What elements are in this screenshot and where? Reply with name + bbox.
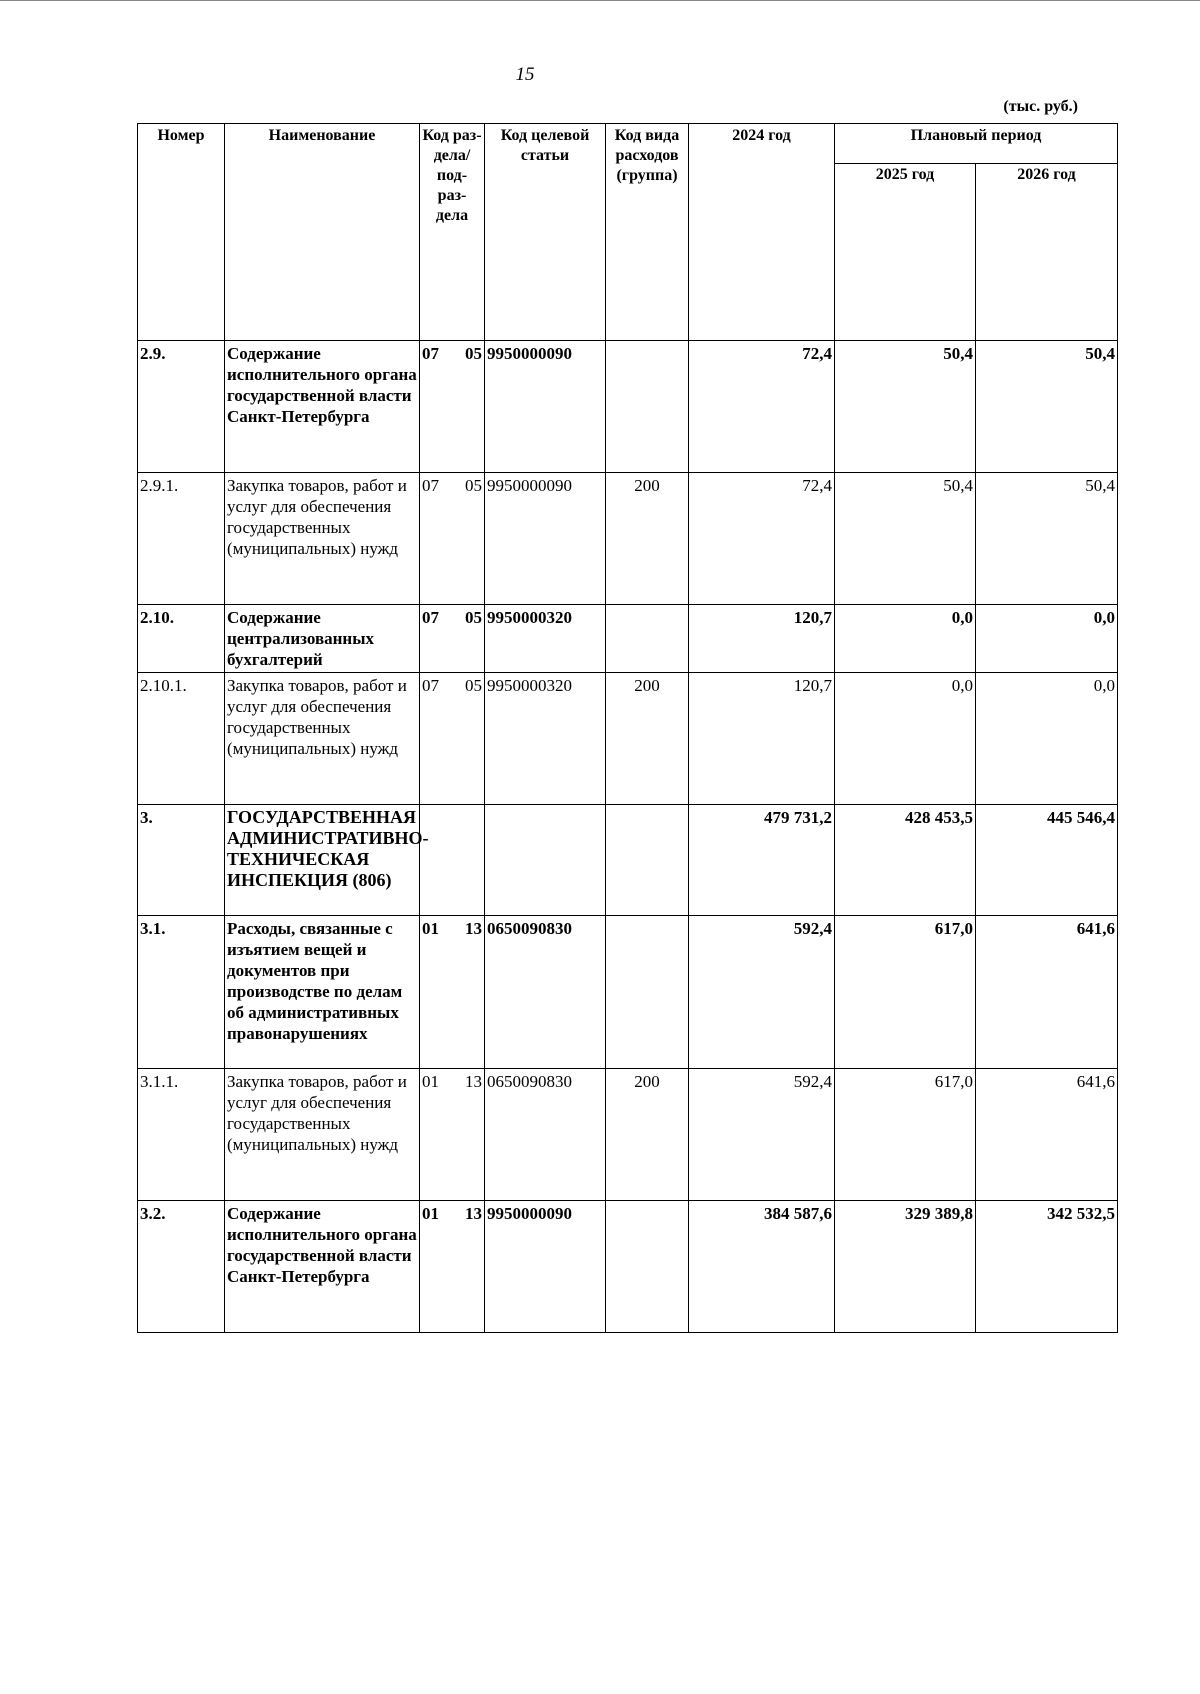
- row-section: 07: [422, 676, 439, 695]
- row-2026: 0,0: [976, 605, 1118, 673]
- row-number: 3.2.: [138, 1201, 225, 1333]
- row-number: 2.10.: [138, 605, 225, 673]
- row-target-code: 9950000090: [485, 473, 606, 605]
- row-target-code: 9950000320: [485, 605, 606, 673]
- row-name: Закупка товаров, работ и услуг для обеспечения государственных (муниципальных) нужд: [225, 1069, 420, 1201]
- table-row: [138, 805, 1118, 916]
- row-section-code: [420, 605, 485, 673]
- row-2024: 384 587,6: [689, 1201, 835, 1333]
- row-section: 07: [422, 344, 439, 363]
- row-expense-type: [606, 605, 689, 673]
- row-2026: 641,6: [976, 916, 1118, 1069]
- row-2026: 342 532,5: [976, 1201, 1118, 1333]
- row-section: 01: [422, 1204, 439, 1223]
- row-2025: 0,0: [835, 673, 976, 805]
- header-year-2026: 2026 год: [976, 164, 1118, 341]
- row-section: 07: [422, 476, 439, 495]
- table-row: [138, 341, 1118, 473]
- row-number: 2.9.: [138, 341, 225, 473]
- row-target-code: 0650090830: [485, 916, 606, 1069]
- row-section: 01: [422, 1072, 439, 1091]
- header-expense-type: Код вида расходов (группа): [606, 124, 689, 341]
- row-subsection: 05: [465, 344, 482, 363]
- row-expense-type: 200: [606, 1069, 689, 1201]
- row-2025: 50,4: [835, 473, 976, 605]
- row-subsection: 05: [465, 476, 482, 495]
- header-year-2024: 2024 год: [689, 124, 835, 341]
- row-section-code: [420, 916, 485, 1069]
- table-row: [138, 473, 1118, 605]
- row-section-code: [420, 1069, 485, 1201]
- row-number: 2.10.1.: [138, 673, 225, 805]
- row-name: Расходы, связанные с изъятием вещей и документов при производстве по делам об административных правонарушениях: [225, 916, 420, 1069]
- row-expense-type: [606, 1201, 689, 1333]
- row-number: 3.1.1.: [138, 1069, 225, 1201]
- row-subsection: 05: [465, 676, 482, 695]
- table-row: [138, 1201, 1118, 1333]
- row-name: Закупка товаров, работ и услуг для обеспечения государственных (муниципальных) нужд: [225, 673, 420, 805]
- row-section-code: [420, 341, 485, 473]
- row-number: 3.1.: [138, 916, 225, 1069]
- scan-top-edge: [0, 0, 1200, 3]
- row-expense-type: 200: [606, 673, 689, 805]
- row-name: Закупка товаров, работ и услуг для обеспечения государственных (муниципальных) нужд: [225, 473, 420, 605]
- row-2024: 72,4: [689, 473, 835, 605]
- header-section-code: Код раз- дела/ под- раз- дела: [420, 124, 485, 341]
- header-target-code: Код целевой статьи: [485, 124, 606, 341]
- row-name: Содержание исполнительного органа государственной власти Санкт-Петербурга: [225, 1201, 420, 1333]
- row-name: Содержание исполнительного органа государственной власти Санкт-Петербурга: [225, 341, 420, 473]
- row-2026: 641,6: [976, 1069, 1118, 1201]
- row-2025: 50,4: [835, 341, 976, 473]
- row-target-code: 9950000090: [485, 1201, 606, 1333]
- table-row: [138, 605, 1118, 673]
- row-subsection: 13: [465, 1204, 482, 1223]
- row-number: 3.: [138, 805, 225, 916]
- budget-table: [137, 123, 1118, 1333]
- row-target-code: 0650090830: [485, 1069, 606, 1201]
- row-2024: 479 731,2: [689, 805, 835, 916]
- row-2025: 617,0: [835, 1069, 976, 1201]
- row-target-code: [485, 805, 606, 916]
- header-year-2025: 2025 год: [835, 164, 976, 341]
- row-2024: 592,4: [689, 1069, 835, 1201]
- row-section: 01: [422, 919, 439, 938]
- row-subsection: 05: [465, 608, 482, 627]
- row-expense-type: 200: [606, 473, 689, 605]
- units-label: (тыс. руб.): [1003, 98, 1078, 115]
- row-2025: 329 389,8: [835, 1201, 976, 1333]
- row-section-code: [420, 805, 485, 916]
- row-section: 07: [422, 608, 439, 627]
- row-subsection: 13: [465, 1072, 482, 1091]
- row-name: ГОСУДАРСТВЕННАЯ АДМИНИСТРАТИВНО-ТЕХНИЧЕСКАЯ ИНСПЕКЦИЯ (806): [225, 805, 420, 916]
- row-2026: 50,4: [976, 341, 1118, 473]
- table-row: [138, 916, 1118, 1069]
- header-number: Номер: [138, 124, 225, 341]
- row-2026: 445 546,4: [976, 805, 1118, 916]
- row-target-code: 9950000090: [485, 341, 606, 473]
- row-2026: 50,4: [976, 473, 1118, 605]
- table-row: [138, 673, 1118, 805]
- row-expense-type: [606, 916, 689, 1069]
- row-target-code: 9950000320: [485, 673, 606, 805]
- page-number: 15: [515, 64, 535, 85]
- header-planned-period: Плановый период: [835, 124, 1118, 164]
- table-row: [138, 1069, 1118, 1201]
- row-subsection: 13: [465, 919, 482, 938]
- row-expense-type: [606, 805, 689, 916]
- row-section-code: [420, 673, 485, 805]
- row-2024: 120,7: [689, 673, 835, 805]
- row-2025: 0,0: [835, 605, 976, 673]
- row-2026: 0,0: [976, 673, 1118, 805]
- row-section-code: [420, 473, 485, 605]
- row-name: Содержание централизованных бухгалтерий: [225, 605, 420, 673]
- row-number: 2.9.1.: [138, 473, 225, 605]
- row-2024: 120,7: [689, 605, 835, 673]
- row-2025: 617,0: [835, 916, 976, 1069]
- row-2025: 428 453,5: [835, 805, 976, 916]
- row-expense-type: [606, 341, 689, 473]
- row-2024: 72,4: [689, 341, 835, 473]
- row-section-code: [420, 1201, 485, 1333]
- row-2024: 592,4: [689, 916, 835, 1069]
- header-name: Наименование: [225, 124, 420, 341]
